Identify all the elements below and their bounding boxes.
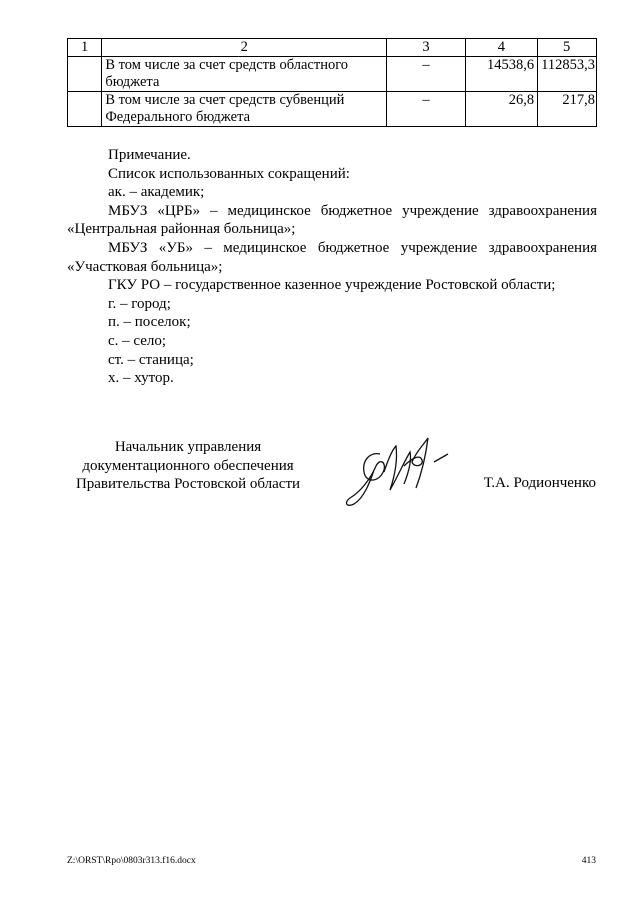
table-cell: В том числе за счет средств субвенций Федерального бюджета (102, 92, 387, 127)
notes-title: Примечание. (108, 147, 191, 163)
table-row (68, 92, 597, 127)
table-cell: – (387, 57, 465, 92)
page-number: 413 (581, 856, 596, 866)
table-cell: 217,8 (538, 92, 597, 127)
table-header-cell: 3 (387, 39, 465, 57)
abbreviation-item: г. – город; (108, 295, 171, 312)
abbreviation-item-continuation: «Участковая больница»; (67, 258, 223, 275)
position-line: Правительства Ростовской области (75, 476, 301, 493)
abbreviations-title: Список использованных сокращений: (108, 165, 350, 182)
table-cell (68, 57, 102, 92)
abbreviation-item: МБУЗ «УБ» – медицинское бюджетное учреждение здравоохранения (108, 239, 597, 256)
table-cell: 26,8 (465, 92, 538, 127)
budget-table (67, 38, 597, 127)
table-header-cell: 1 (68, 39, 102, 57)
abbreviation-item: ГКУ РО – государственное казенное учреждение Ростовской области; (108, 277, 556, 294)
position-line: документационного обеспечения (82, 457, 294, 474)
table-row (68, 57, 597, 92)
table-header-row (68, 39, 597, 57)
handwritten-signature (340, 432, 460, 514)
abbreviation-item: ак. – академик; (108, 184, 205, 201)
notes-section (67, 146, 597, 388)
abbreviation-item-continuation: «Центральная районная больница»; (67, 221, 296, 238)
signatory-name: Т.А. Родионченко (483, 475, 596, 491)
position-line: Начальник управления (114, 439, 262, 455)
abbreviation-item: х. – хутор. (108, 370, 174, 387)
abbreviation-item: ст. – станица; (108, 351, 194, 368)
abbreviation-item: МБУЗ «ЦРБ» – медицинское бюджетное учреждение здравоохранения (108, 202, 597, 219)
table-header-cell: 4 (465, 39, 538, 57)
abbreviation-item: с. – село; (108, 332, 167, 349)
footer-file-path: Z:\ORST\Rpo\0803r313.f16.docx (67, 856, 196, 866)
table-header-cell: 5 (538, 39, 597, 57)
table-cell (68, 92, 102, 127)
abbreviation-item: п. – поселок; (108, 314, 191, 331)
table-cell: В том числе за счет средств областного бюджета (102, 57, 387, 92)
table-cell: – (387, 92, 465, 127)
table-cell: 112853,3 (538, 57, 597, 92)
table-cell: 14538,6 (465, 57, 538, 92)
signatory-position (67, 438, 309, 494)
table-header-cell: 2 (102, 39, 387, 57)
